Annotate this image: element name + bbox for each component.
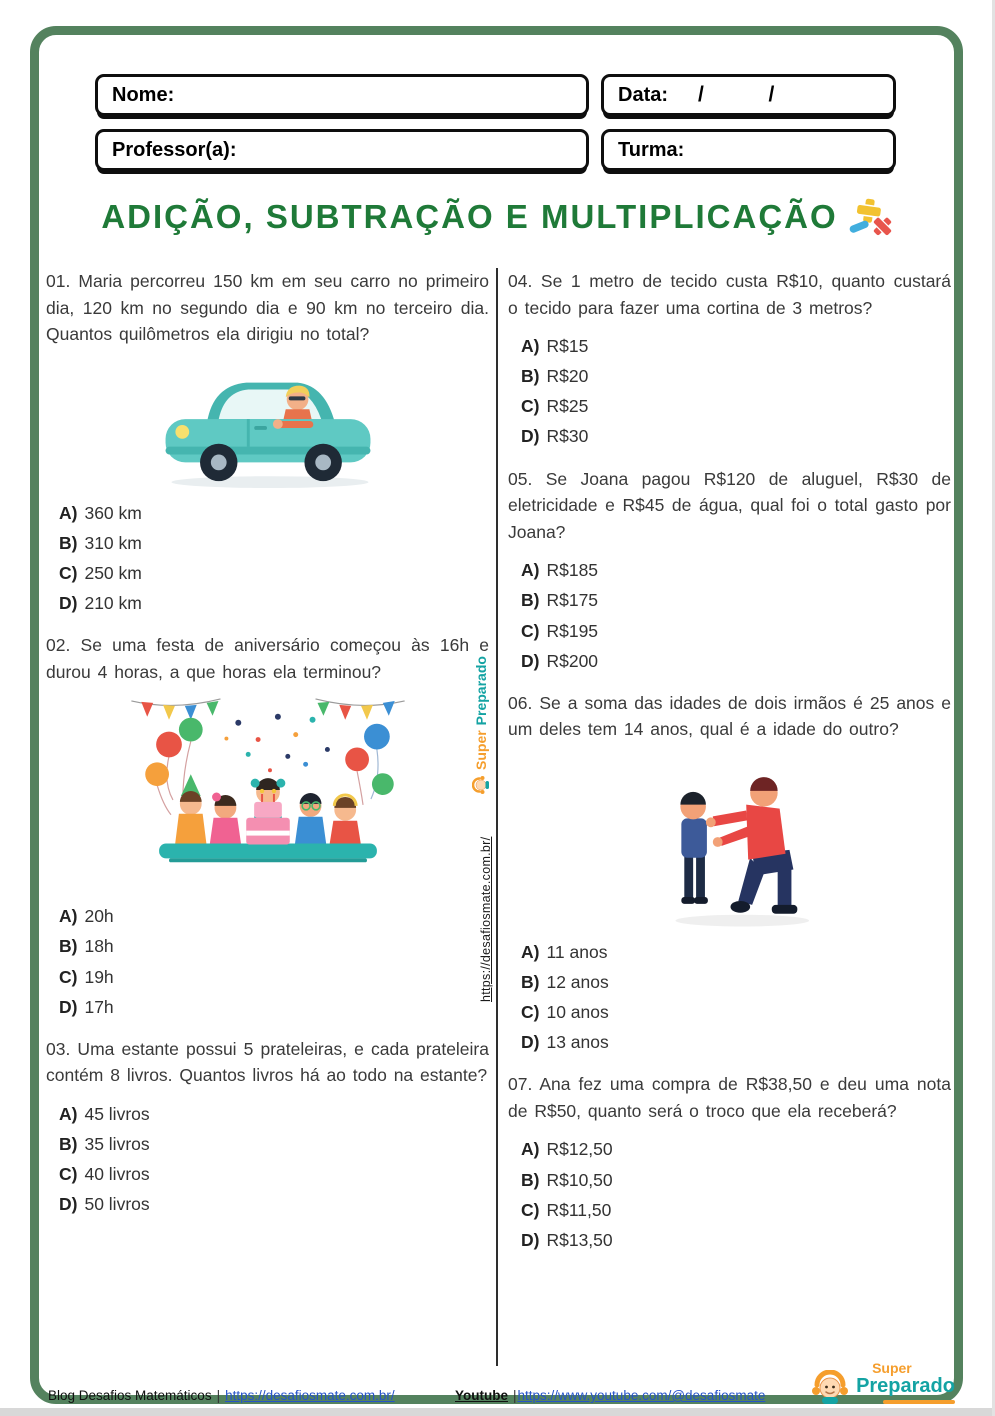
option-b xyxy=(59,528,489,558)
option-c xyxy=(521,616,951,646)
option-letter: A) xyxy=(59,906,78,927)
turma-label: Turma: xyxy=(618,138,685,161)
brand-underline-bar xyxy=(883,1400,955,1404)
option-c xyxy=(521,997,951,1027)
option-value: 18h xyxy=(84,936,114,957)
question-01-options xyxy=(46,498,489,618)
option-value: 19h xyxy=(84,966,114,987)
option-value: 250 km xyxy=(84,562,142,583)
option-b xyxy=(59,931,489,961)
professor-field-box xyxy=(95,129,589,171)
question-05-options xyxy=(508,555,951,675)
option-value: R$25 xyxy=(546,396,589,417)
option-d xyxy=(59,588,489,618)
option-letter: D) xyxy=(59,593,78,614)
question-04-options xyxy=(508,331,951,451)
option-letter: A) xyxy=(521,336,540,357)
option-value: R$10,50 xyxy=(546,1169,613,1190)
option-letter: A) xyxy=(521,560,540,581)
option-value: 13 anos xyxy=(546,1032,609,1053)
option-letter: C) xyxy=(521,1199,540,1220)
option-letter: D) xyxy=(521,1229,540,1250)
option-letter: C) xyxy=(59,966,78,987)
question-05 xyxy=(508,466,951,676)
data-field-box xyxy=(601,74,896,116)
question-07-options xyxy=(508,1134,951,1254)
professor-label: Professor(a): xyxy=(112,138,237,161)
option-d xyxy=(521,646,951,676)
option-value: R$195 xyxy=(546,620,599,641)
nome-field-box xyxy=(95,74,589,116)
option-d xyxy=(59,992,489,1022)
option-c xyxy=(59,558,489,588)
party-image xyxy=(129,695,407,893)
worksheet-title-row xyxy=(0,196,995,238)
option-value: R$185 xyxy=(546,560,599,581)
question-05-text: 05. Se Joana pagou R$120 de aluguel, R$30 de eletricidade e R$45 de água, qual foi o total gasto por Joana? xyxy=(508,468,951,542)
option-value: 40 livros xyxy=(84,1164,150,1185)
option-letter: C) xyxy=(59,1164,78,1185)
option-d xyxy=(521,421,951,451)
right-column xyxy=(508,268,951,1269)
brothers-image xyxy=(644,753,816,929)
option-letter: B) xyxy=(59,532,78,553)
question-03 xyxy=(46,1036,489,1220)
question-01-text: 01. Maria percorreu 150 km em seu carro no primeiro dia, 120 km no segundo dia e 90 km no terceiro dia. Quantos quilômetros ela dirigiu no total? xyxy=(46,271,489,345)
nome-label: Nome: xyxy=(112,83,175,106)
footer-separator: | xyxy=(513,1388,517,1403)
option-c xyxy=(59,1159,489,1189)
question-03-text: 03. Uma estante possui 5 prateleiras, e cada prateleira contém 8 livros. Quantos livros há ao todo na estante? xyxy=(46,1038,489,1086)
option-a xyxy=(521,331,951,361)
option-value: 210 km xyxy=(84,593,142,614)
option-letter: B) xyxy=(521,366,540,387)
option-value: 50 livros xyxy=(84,1194,150,1215)
option-d xyxy=(59,1189,489,1219)
question-02-text: 02. Se uma festa de aniversário começou às 16h e durou 4 horas, a que horas ela terminou? xyxy=(46,635,489,682)
brothers-illustration xyxy=(508,753,951,929)
option-value: 10 anos xyxy=(546,1002,609,1023)
option-letter: B) xyxy=(521,1169,540,1190)
vertical-url-watermark: https://desafiosmate.com.br/ xyxy=(479,836,493,1002)
option-letter: C) xyxy=(521,1002,540,1023)
option-value: R$15 xyxy=(546,336,589,357)
option-letter: D) xyxy=(59,996,78,1017)
option-c xyxy=(521,391,951,421)
footer-blog-link[interactable]: https://desafiosmate.com.br/ xyxy=(225,1388,395,1403)
question-03-options xyxy=(46,1099,489,1219)
option-d xyxy=(521,1027,951,1057)
car-image xyxy=(149,358,387,490)
brand-watermark-super: Super xyxy=(472,730,489,770)
car-illustration xyxy=(46,358,489,490)
option-letter: A) xyxy=(521,1139,540,1160)
option-value: 11 anos xyxy=(546,941,608,962)
option-value: 45 livros xyxy=(84,1103,150,1124)
option-value: R$200 xyxy=(546,650,599,671)
option-b xyxy=(521,967,951,997)
option-a xyxy=(521,937,951,967)
option-value: 20h xyxy=(84,906,114,927)
option-c xyxy=(521,1195,951,1225)
option-c xyxy=(59,962,489,992)
question-04-text: 04. Se 1 metro de tecido custa R$10, quanto custará o tecido para fazer uma cortina de 3 metros? xyxy=(508,271,951,318)
turma-field-box xyxy=(601,129,896,171)
data-label: Data: xyxy=(618,83,669,106)
option-a xyxy=(59,901,489,931)
option-letter: A) xyxy=(521,941,540,962)
question-01 xyxy=(46,268,489,618)
footer-youtube-label: Youtube xyxy=(455,1388,508,1403)
brand-preparado: Preparado xyxy=(856,1375,955,1397)
option-b xyxy=(59,1129,489,1159)
option-value: R$11,50 xyxy=(546,1199,612,1220)
brand-logo xyxy=(810,1361,955,1404)
brand-logo-text xyxy=(856,1361,955,1404)
option-a xyxy=(59,498,489,528)
option-letter: A) xyxy=(59,502,78,523)
option-a xyxy=(59,1099,489,1129)
option-value: 35 livros xyxy=(84,1134,150,1154)
question-07 xyxy=(508,1071,951,1255)
option-letter: D) xyxy=(521,650,540,671)
mascot-icon xyxy=(472,775,489,795)
option-letter: C) xyxy=(521,396,540,417)
question-07-text: 07. Ana fez uma compra de R$38,50 e deu uma nota de R$50, quanto será o troco que ela receberá? xyxy=(508,1074,951,1121)
question-06-options xyxy=(508,937,951,1057)
footer-blog-label: Blog Desafios Matemáticos xyxy=(48,1388,212,1403)
scan-edge-bottom xyxy=(0,1408,995,1416)
option-value: R$175 xyxy=(546,590,599,611)
option-value: R$13,50 xyxy=(546,1229,613,1250)
option-letter: B) xyxy=(521,972,540,992)
page-title: ADIÇÃO, SUBTRAÇÃO E MULTIPLICAÇÃO xyxy=(101,198,838,235)
data-slashes: / / xyxy=(698,83,777,106)
option-value: R$20 xyxy=(546,366,589,387)
brand-watermark-preparado: Preparado xyxy=(472,656,489,726)
column-divider xyxy=(496,268,498,1366)
left-column xyxy=(46,268,489,1233)
option-value: 17h xyxy=(84,996,114,1017)
question-04 xyxy=(508,268,951,452)
option-value: 360 km xyxy=(84,502,142,523)
option-letter: D) xyxy=(59,1194,78,1215)
option-letter: B) xyxy=(521,590,540,611)
question-02 xyxy=(46,632,489,1022)
math-symbols-icon xyxy=(848,196,894,238)
question-06 xyxy=(508,690,951,1058)
option-letter: C) xyxy=(59,562,78,583)
option-d xyxy=(521,1225,951,1255)
option-value: R$12,50 xyxy=(546,1139,613,1160)
mascot-icon xyxy=(810,1370,850,1404)
option-letter: D) xyxy=(521,1032,540,1053)
option-letter: D) xyxy=(521,426,540,447)
footer-youtube-link[interactable]: https://www.youtube.com/@desafiosmate xyxy=(517,1388,766,1403)
option-a xyxy=(521,1134,951,1164)
option-letter: A) xyxy=(59,1103,78,1124)
option-b xyxy=(521,361,951,391)
option-b xyxy=(521,585,951,615)
question-06-text: 06. Se a soma das idades de dois irmãos é 25 anos e um deles tem 14 anos, qual é a idade do outro? xyxy=(508,692,951,740)
brand-watermark xyxy=(472,656,489,795)
option-value: 310 km xyxy=(84,532,142,553)
brand-super: Super xyxy=(872,1360,912,1377)
footer-youtube xyxy=(455,1388,765,1403)
footer-blog xyxy=(48,1388,395,1403)
footer-separator: | xyxy=(216,1388,221,1403)
option-value: 12 anos xyxy=(546,972,609,992)
option-letter: C) xyxy=(521,620,540,641)
option-letter: B) xyxy=(59,1134,78,1154)
party-illustration xyxy=(46,695,489,893)
option-letter: B) xyxy=(59,936,78,957)
option-value: R$30 xyxy=(546,426,589,447)
option-b xyxy=(521,1165,951,1195)
option-a xyxy=(521,555,951,585)
question-02-options xyxy=(46,901,489,1021)
